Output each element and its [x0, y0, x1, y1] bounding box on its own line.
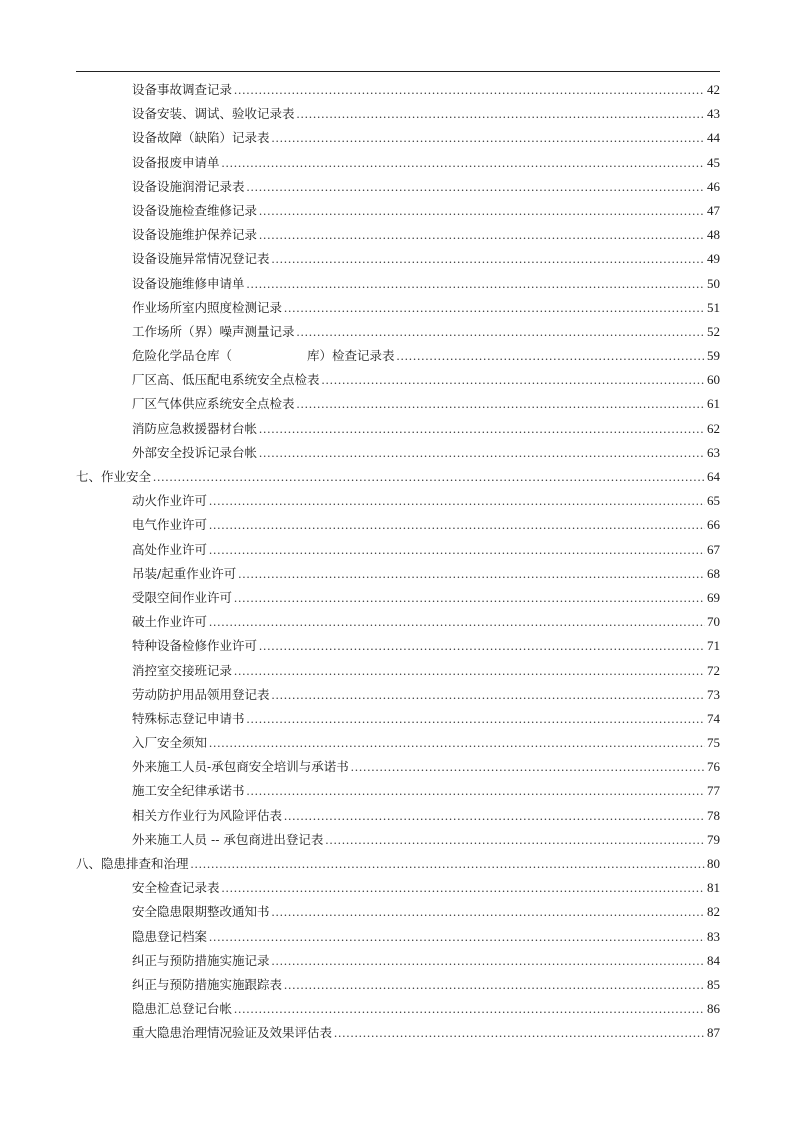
toc-entry-label: 厂区高、低压配电系统安全点检表: [132, 372, 320, 388]
dot-leader: [325, 833, 705, 848]
toc-entry[interactable]: [76, 781, 720, 805]
header-rule: [76, 71, 720, 72]
toc-page-number: 61: [707, 396, 720, 412]
toc-page-number: 67: [707, 541, 720, 557]
toc-page-number: 43: [707, 106, 720, 122]
toc-page-number: 77: [707, 783, 720, 799]
toc-entry[interactable]: [76, 443, 720, 467]
toc-entry[interactable]: [76, 419, 720, 443]
toc-entry-label: 受限空间作业许可: [132, 589, 233, 605]
toc-page-number: 42: [707, 82, 720, 97]
toc-entry[interactable]: [76, 274, 720, 298]
toc-page-number: 64: [707, 469, 720, 484]
toc-entry[interactable]: [76, 491, 720, 515]
toc-entry[interactable]: [76, 370, 720, 394]
toc-entry-label: 特殊标志登记申请书: [132, 710, 245, 726]
toc-page-number: 79: [707, 831, 720, 847]
toc-entry[interactable]: [76, 515, 720, 539]
toc-page-number: 72: [707, 662, 720, 678]
toc-page-number: 48: [707, 227, 720, 243]
dot-leader: [259, 422, 705, 437]
toc-page-number: 52: [707, 323, 720, 339]
dot-leader: [238, 567, 705, 582]
toc-page-number: 82: [707, 904, 720, 920]
toc-entry[interactable]: [76, 80, 720, 104]
toc-page-number: 73: [707, 686, 720, 702]
toc-entry[interactable]: [76, 709, 720, 733]
toc-page-number: 51: [707, 299, 720, 315]
toc-entry-label: 作业场所室内照度检测记录: [132, 299, 283, 315]
toc-page-number: 60: [707, 372, 720, 388]
toc-page-number: 84: [707, 952, 720, 968]
toc-entry[interactable]: [76, 830, 720, 854]
toc-entry[interactable]: [76, 564, 720, 588]
toc-page-number: 71: [707, 638, 720, 654]
dot-leader: [397, 349, 705, 364]
dot-leader: [247, 180, 705, 195]
toc-entry-label: 消控室交接班记录: [132, 662, 233, 678]
toc-entry[interactable]: [76, 104, 720, 128]
dot-leader: [209, 736, 705, 751]
dot-leader: [297, 325, 705, 340]
toc-entry[interactable]: [76, 733, 720, 757]
toc-section-heading[interactable]: [76, 854, 720, 878]
dot-leader: [259, 639, 705, 654]
dot-leader: [234, 1002, 705, 1017]
toc-entry-label: 隐患登记档案: [132, 928, 208, 944]
toc-entry-label: 高处作业许可: [132, 541, 208, 557]
toc-entry-label: 纠正与预防措施实施跟踪表: [132, 976, 283, 992]
dot-leader: [209, 615, 705, 630]
toc-entry-label: 厂区气体供应系统安全点检表: [132, 396, 295, 412]
toc-entry-label: 设备故障（缺陷）记录表: [132, 130, 270, 146]
toc-page-number: 63: [707, 444, 720, 460]
toc-entry-label: 设备设施维修申请单: [132, 275, 245, 291]
dot-leader: [259, 446, 705, 461]
toc-page-number: 62: [707, 420, 720, 436]
toc-entry-label: 设备设施润滑记录表: [132, 178, 245, 194]
toc-entry[interactable]: [76, 201, 720, 225]
toc-entry-label: 重大隐患治理情况验证及效果评估表: [132, 1025, 333, 1041]
toc-entry-label: 特种设备检修作业许可: [132, 638, 258, 654]
dot-leader: [247, 277, 705, 292]
toc-entry-label: 设备安装、调试、验收记录表: [132, 106, 295, 122]
toc-entry-label: 外来施工人员 -- 承包商进出登记表: [132, 831, 324, 847]
toc-entry[interactable]: [76, 685, 720, 709]
dot-leader: [222, 156, 705, 171]
toc-entry[interactable]: [76, 346, 720, 370]
dot-leader: [153, 470, 705, 485]
toc-entry-label: 安全隐患限期整改通知书: [132, 904, 270, 920]
toc-page-number: 83: [707, 928, 720, 944]
toc-entry-label: 工作场所（界）噪声测量记录: [132, 323, 295, 339]
toc-entry[interactable]: [76, 128, 720, 152]
toc-entry[interactable]: [76, 322, 720, 346]
dot-leader: [297, 107, 705, 122]
toc-entry[interactable]: [76, 177, 720, 201]
dot-leader: [322, 373, 705, 388]
toc-page-number: 81: [707, 880, 720, 896]
dot-leader: [272, 905, 705, 920]
toc-entry[interactable]: [76, 540, 720, 564]
dot-leader: [351, 760, 705, 775]
toc-page-number: 59: [707, 348, 720, 364]
toc-entry[interactable]: [76, 298, 720, 322]
toc-entry[interactable]: [76, 394, 720, 418]
dot-leader: [247, 784, 705, 799]
toc-entry-label: 设备设施异常情况登记表: [132, 251, 270, 267]
dot-leader: [272, 131, 705, 146]
toc-entry-label: 动火作业许可: [132, 493, 208, 509]
dot-leader: [234, 591, 705, 606]
toc-entry[interactable]: [76, 951, 720, 975]
dot-leader: [284, 978, 705, 993]
toc-entry-label: 劳动防护用品领用登记表: [132, 686, 270, 702]
toc-page-number: 75: [707, 735, 720, 751]
dot-leader: [209, 494, 705, 509]
toc-page-number: 65: [707, 493, 720, 509]
toc-page-number: 76: [707, 759, 720, 775]
toc-page-number: 66: [707, 517, 720, 533]
toc-entry-label: 破土作业许可: [132, 614, 208, 630]
dot-leader: [222, 881, 705, 896]
toc-entry-label: 七、作业安全: [76, 469, 152, 484]
toc-entry[interactable]: [76, 225, 720, 249]
toc-page-number: 47: [707, 202, 720, 218]
dot-leader: [272, 954, 705, 969]
toc-page-number: 49: [707, 251, 720, 267]
toc-page-number: 45: [707, 154, 720, 170]
dot-leader: [234, 664, 705, 679]
toc-entry-label: 电气作业许可: [132, 517, 208, 533]
toc-entry-label: 设备设施维护保养记录: [132, 227, 258, 243]
toc-entry[interactable]: [76, 975, 720, 999]
toc-entry[interactable]: [76, 1023, 720, 1047]
dot-leader: [284, 809, 705, 824]
toc-entry-label: 入厂安全须知: [132, 735, 208, 751]
toc-page-number: 68: [707, 565, 720, 581]
toc-entry[interactable]: [76, 806, 720, 830]
toc-page-number: 50: [707, 275, 720, 291]
toc-page-number: 85: [707, 976, 720, 992]
dot-leader: [334, 1026, 705, 1041]
dot-leader: [284, 301, 705, 316]
toc-page-number: 69: [707, 589, 720, 605]
toc-entry-label: 外来施工人员-承包商安全培训与承诺书: [132, 759, 349, 775]
toc-page-number: 74: [707, 710, 720, 726]
toc-entry-label: 外部安全投诉记录台帐: [132, 444, 258, 460]
toc-entry[interactable]: [76, 757, 720, 781]
table-of-contents: [76, 80, 720, 1048]
toc-entry[interactable]: [76, 588, 720, 612]
toc-entry-label: 纠正与预防措施实施记录: [132, 952, 270, 968]
toc-entry-label: 安全检查记录表: [132, 880, 220, 896]
toc-page-number: 78: [707, 807, 720, 823]
toc-entry-label: 施工安全纪律承诺书: [132, 783, 245, 799]
toc-entry[interactable]: [76, 902, 720, 926]
toc-page-number: 86: [707, 1001, 720, 1017]
dot-leader: [297, 397, 705, 412]
toc-page-number: 46: [707, 178, 720, 194]
toc-entry[interactable]: [76, 999, 720, 1023]
dot-leader: [259, 204, 705, 219]
toc-entry-label: 设备报废申请单: [132, 154, 220, 170]
dot-leader: [272, 252, 705, 267]
dot-leader: [234, 83, 705, 98]
toc-page-number: 80: [707, 856, 720, 871]
toc-entry[interactable]: [76, 153, 720, 177]
toc-entry[interactable]: [76, 661, 720, 685]
dot-leader: [259, 228, 705, 243]
toc-section-heading[interactable]: [76, 467, 720, 491]
toc-entry-label: 危险化学品仓库（ 库）检查记录表: [132, 348, 395, 364]
toc-entry-label: 消防应急救援器材台帐: [132, 420, 258, 436]
dot-leader: [191, 857, 705, 872]
toc-entry[interactable]: [76, 636, 720, 660]
toc-entry-label: 隐患汇总登记台帐: [132, 1001, 233, 1017]
dot-leader: [209, 518, 705, 533]
toc-page-number: 70: [707, 614, 720, 630]
toc-entry-label: 相关方作业行为风险评估表: [132, 807, 283, 823]
toc-entry[interactable]: [76, 612, 720, 636]
dot-leader: [247, 712, 705, 727]
toc-entry-label: 设备设施检查维修记录: [132, 202, 258, 218]
toc-entry[interactable]: [76, 249, 720, 273]
toc-entry-label: 设备事故调查记录: [132, 82, 233, 97]
toc-page-number: 44: [707, 130, 720, 146]
dot-leader: [209, 543, 705, 558]
toc-entry-label: 八、隐患排查和治理: [76, 856, 189, 871]
toc-entry[interactable]: [76, 927, 720, 951]
dot-leader: [272, 688, 705, 703]
toc-entry[interactable]: [76, 878, 720, 902]
toc-entry-label: 吊装/起重作业许可: [132, 565, 237, 581]
toc-page-number: 87: [707, 1025, 720, 1041]
dot-leader: [209, 930, 705, 945]
